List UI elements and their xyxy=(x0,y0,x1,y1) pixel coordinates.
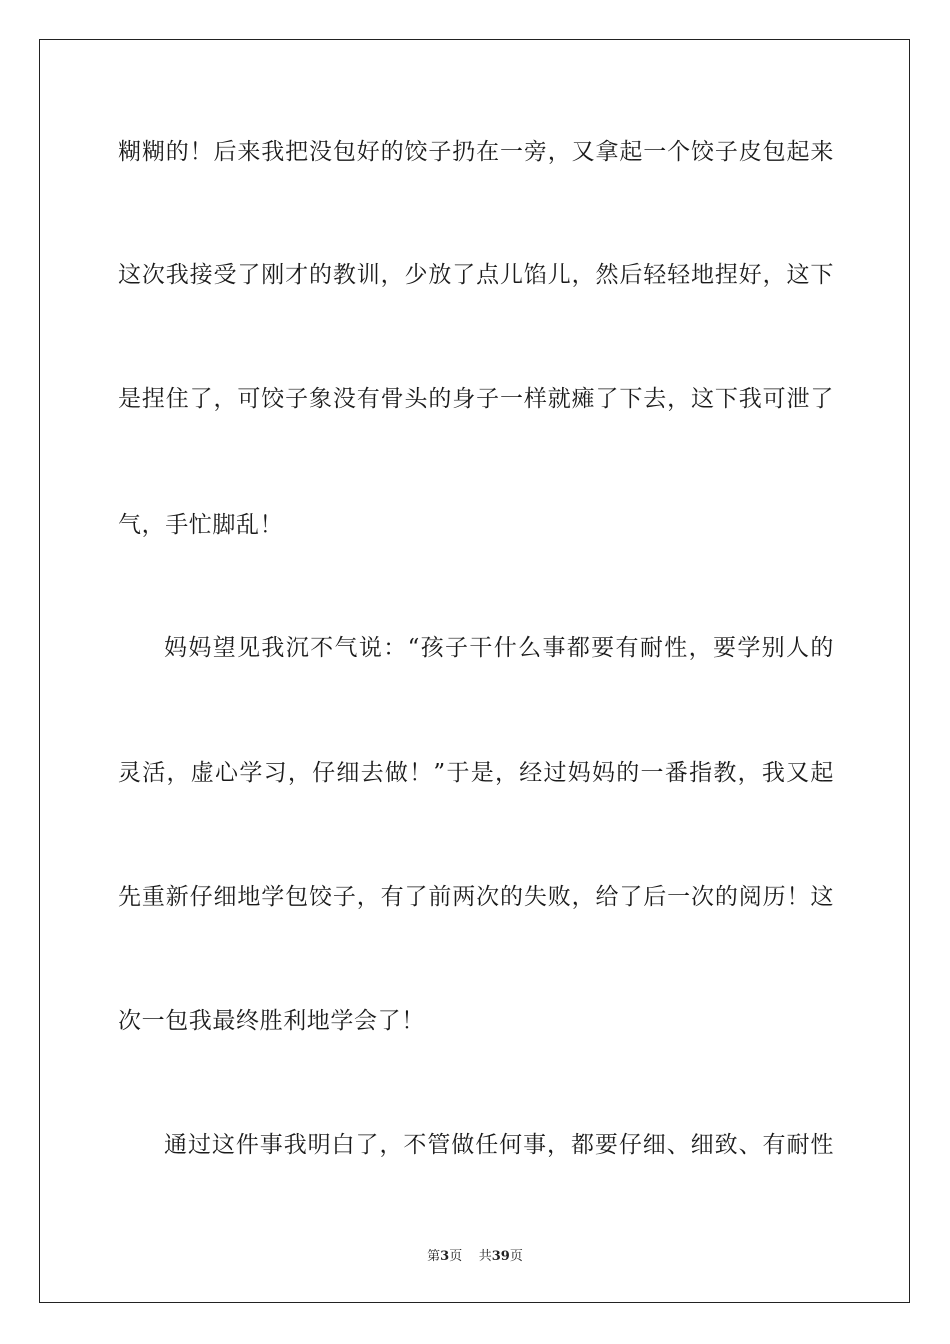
page-border xyxy=(39,39,910,1303)
text-line: 灵活，虚心学习，仔细去做！”于是，经过妈妈的一番指教，我又起 xyxy=(118,760,834,786)
paragraph-start-line: 通过这件事我明白了，不管做任何事，都要仔细、细致、有耐性 xyxy=(164,1132,834,1158)
paragraph-start-line: 妈妈望见我沉不气说：“孩子干什么事都要有耐性，要学别人的 xyxy=(164,635,834,661)
total-suffix: 页 xyxy=(509,1249,523,1264)
page-prefix: 第 xyxy=(427,1249,441,1264)
total-pages: 39 xyxy=(491,1249,510,1264)
page-suffix: 页 xyxy=(449,1249,463,1264)
text-line: 糊糊的！后来我把没包好的饺子扔在一旁，又拿起一个饺子皮包起来 xyxy=(118,139,834,165)
text-line: 次一包我最终胜利地学会了！ xyxy=(118,1008,425,1034)
text-line: 气，手忙脚乱！ xyxy=(118,512,284,538)
page-number: 3 xyxy=(440,1249,450,1264)
total-prefix: 共 xyxy=(478,1249,492,1264)
text-line: 先重新仔细地学包饺子，有了前两次的失败，给了后一次的阅历！这 xyxy=(118,884,834,910)
text-line: 这次我接受了刚才的教训，少放了点儿馅儿，然后轻轻地捏好，这下 xyxy=(118,262,834,288)
page-footer xyxy=(0,1245,950,1264)
text-line: 是捏住了，可饺子象没有骨头的身子一样就瘫了下去，这下我可泄了 xyxy=(118,386,834,412)
